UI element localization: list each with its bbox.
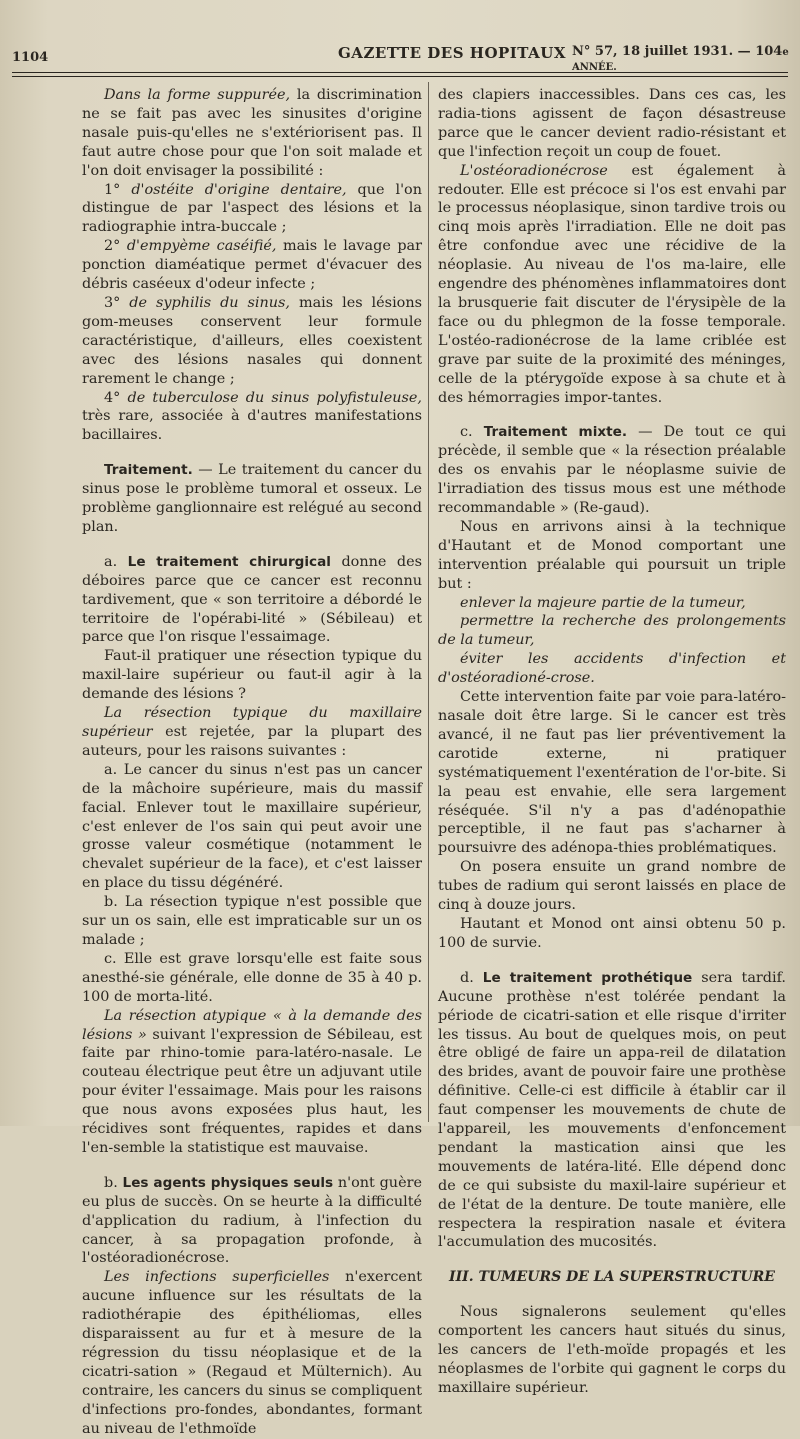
paragraph <box>438 162 786 408</box>
list-number: 1° <box>104 181 132 198</box>
paragraph: c. Elle est grave lorsqu'elle est faite sous anesthé-sie générale, elle donne de 35 à 40 p. 100 de morta-lité. <box>82 950 422 1005</box>
issue-info <box>572 44 800 74</box>
header-rule-thin <box>12 76 788 77</box>
paragraph: a. Le cancer du sinus n'est pas un cancer de la mâchoire supérieure, mais du massif facial. Enlever tout le maxillaire supérieur, c'est enlever de l'os sain qui peut avoir une grosse valeur cosmétique (notamment le chevalet supérieur de la face), et c'est laisser en place du tissu dégénéré. <box>82 761 422 892</box>
body-text: est également à redouter. Elle est précoce si l'os est envahi par le processus néoplasique, sinon tardive trois ou cinq mois après l'irradiation. Elle ne doit pas être confondue avec une récidive de la néoplasie. Au niveau de l'os ma-laire, elle engendre des phénomènes inflammatoires dont la brusquerie fait discuter de l'érysipèle de la face ou du phlegmon de la fosse temporale. L'ostéo-radionécrose de la lame criblée est grave par suite de la proximité des méninges, celle de la ptérygoïde expose à sa chute et à des hémorragies impor-tantes. <box>438 162 786 406</box>
paragraph <box>82 1268 422 1438</box>
paragraph <box>82 86 422 181</box>
paragraph: Faut-il pratiquer une résection typique du maxil-laire supérieur ou faut-il agir à la demande des lésions ? <box>82 648 422 703</box>
body-text: — Le traitement du cancer du sinus pose le problème tumoral et osseux. Le problème ganglionnaire est relégué au second plan. <box>82 462 422 535</box>
italic-text: de syphilis du sinus, <box>129 294 291 311</box>
objective-item: éviter les accidents d'infection et d'ostéoradioné-crose. <box>438 651 786 687</box>
subsection-heading: Les agents physiques seuls <box>122 1174 334 1191</box>
paragraph: On posera ensuite un grand nombre de tubes de radium qui seront laissés en place de cinq à douze jours. <box>438 859 786 914</box>
paragraph: des clapiers inaccessibles. Dans ces cas, les radia-tions agissent de façon désastreuse parce que le cancer devient radio-résistant et que l'infection reçoit un coup de fouet. <box>438 87 786 160</box>
body-text: sera tardif. Aucune prothèse n'est tolérée pendant la période de cicatri-sation et elle risque d'irriter les tissus. Au bout de quelques mois, on peut être obligé de faire un appa-reil de dilatation des brides, avant de pouvoir faire une prothèse définitive. Celle-ci est difficile à établir car il faut compenser les mouvements de chute de l'appareil, les mouvements d'enfoncement pendant la mastication ainsi que les mouvements de latéra-lité. Elle dépend donc de ce qui subsiste du maxil-laire supérieur et de l'état de la denture. De toute manière, elle respectera la respiration nasale et évitera l'accumulation des mucosités. <box>438 969 786 1251</box>
italic-text: Dans la forme suppurée, <box>104 87 291 103</box>
paragraph: Hautant et Monod ont ainsi obtenu 50 p. 100 de survie. <box>438 915 786 951</box>
body-text: mais le lavage par ponction diaméatique permet d'évacuer des débris caséeux d'odeur infecte ; <box>82 238 422 293</box>
paragraph: Nous en arrivons ainsi à la technique d'Hautant et de Monod comportant une intervention préalable qui poursuit un triple but : <box>438 518 786 592</box>
list-item <box>82 181 422 238</box>
body-text: est rejetée, par la plupart des auteurs, pour les raisons suivantes : <box>82 724 422 759</box>
issue-date: N° 57, 18 juillet 1931. — 104 <box>572 44 783 59</box>
italic-text: d'ostéite d'origine dentaire, <box>131 181 347 198</box>
body-text: suivant l'expression de Sébileau, est faite par rhino-tomie para-latéro-nasale. Le couteau électrique peut être un adjuvant utile pour éviter l'essaimage. Mais pour les raisons que nous avons exposées plus haut, les récidives sont fréquentes, rapides et dans l'en-semble la statistique est mauvaise. <box>82 1026 422 1156</box>
objective-item: enlever la majeure partie de la tumeur, <box>460 594 746 611</box>
list-letter: c. <box>460 424 484 441</box>
left-column <box>82 86 422 1439</box>
paragraph: Cette intervention faite par voie para-latéro-nasale doit être large. Si le cancer est très avancé, il ne faut pas lier préventivement la carotide externe, ni pratiquer systématiquement l'exentération de l'or-bite. Si la peau est envahie, elle sera largement réséquée. S'il n'y a pas d'adénopathie perceptible, il ne faut pas s'acharner à poursuivre des adénopa-thies problématiques. <box>438 689 786 857</box>
journal-title: GAZETTE DES HOPITAUX <box>338 44 567 62</box>
paragraph <box>438 423 786 518</box>
body-text: très rare, associée à d'autres manifestations bacillaires. <box>82 408 422 444</box>
body-text: donne des déboires parce que ce cancer est reconnu tardivement, que « son territoire a débordé le territoire de l'opérabi-lité » (Sébileau) et parce que l'on risque l'essaimage. <box>82 553 423 646</box>
section-heading: Traitement. <box>104 462 193 479</box>
list-letter: a. <box>104 553 128 570</box>
body-text: n'ont guère eu plus de succès. On se heurte à la difficulté d'application du radium, à l'infection du cancer, à sa propagation profonde, à l'ostéoradionécrose. <box>82 1174 422 1267</box>
paragraph <box>82 1174 422 1269</box>
list-letter: b. <box>104 1174 123 1191</box>
list-number: 3° <box>104 294 130 311</box>
body-text: mais les lésions gom-meuses conservent leur formule caractéristique, d'ailleurs, elles coexistent avec des lésions nasales qui donnent rarement le change ; <box>82 294 422 387</box>
right-column <box>438 86 786 1398</box>
list-letter: d. <box>460 969 483 986</box>
paragraph: b. La résection typique n'est possible que sur un os sain, elle est impraticable sur un os malade ; <box>82 894 422 948</box>
paragraph <box>82 1007 422 1158</box>
list-number: 4° <box>104 389 128 406</box>
list-number: 2° <box>104 238 127 255</box>
paragraph <box>438 969 786 1253</box>
section-title: III. TUMEURS DE LA SUPERSTRUCTURE <box>449 1269 775 1286</box>
paragraph <box>82 461 422 537</box>
page-number: 1104 <box>12 50 49 65</box>
body-text: — De tout ce qui précède, il semble que « la résection préalable des os envahis par le néoplasme suivie de l'irradiation des tissus mous est une méthode recommandable » (Re-gaud). <box>438 424 786 517</box>
page-header <box>0 38 800 73</box>
list-item <box>82 294 422 389</box>
header-rule <box>12 72 788 73</box>
subsection-heading: Traitement mixte. <box>483 424 628 441</box>
issue-year: e ANNÉE. <box>572 47 789 73</box>
paragraph <box>82 704 422 761</box>
italic-text: La résection typique du maxillaire supérieur <box>82 705 422 740</box>
paragraph <box>82 553 422 648</box>
body-text: la discrimination ne se fait pas avec les sinusites d'origine nasale puis-qu'elles ne s'extériorisent pas. Il faut autre chose pour que l'on soit malade et l'on doit envisager la possibilité : <box>82 87 422 179</box>
body-text: n'exercent aucune influence sur les résultats de la radiothérapie des épithéliomas, elles disparaissent au fur et à mesure de la régression du tissu néoplasique et de la cicatri-sation » (Regaud et Mülternich). Au contraire, les cancers du sinus se compliquent d'infections pro-fondes, abondantes, formant au niveau de l'ethmoïde <box>82 1269 422 1437</box>
italic-text: L'ostéoradionécrose <box>460 162 608 179</box>
italic-text: Les infections superficielles <box>104 1269 330 1286</box>
body-text: que l'on distingue de par l'aspect des lésions et la radiographie intra-buccale ; <box>82 181 422 236</box>
objective-item: permettre la recherche des prolongements de la tumeur, <box>438 613 786 649</box>
italic-text: d'empyème caséifié, <box>126 238 277 255</box>
italic-text: La résection atypique « à la demande des lésions » <box>82 1007 422 1043</box>
subsection-heading: Le traitement prothétique <box>482 969 693 986</box>
list-item <box>82 389 422 446</box>
italic-text: de tuberculose du sinus polyfistuleuse, <box>127 389 422 406</box>
column-divider <box>428 82 429 1122</box>
paragraph: Nous signalerons seulement qu'elles comportent les cancers haut situés du sinus, les cancers de l'eth-moïde propagés et les néoplasmes de l'orbite qui gagnent le corps du maxillaire supérieur. <box>438 1304 786 1396</box>
subsection-heading: Le traitement chirurgical <box>127 553 331 570</box>
list-item <box>82 237 422 294</box>
